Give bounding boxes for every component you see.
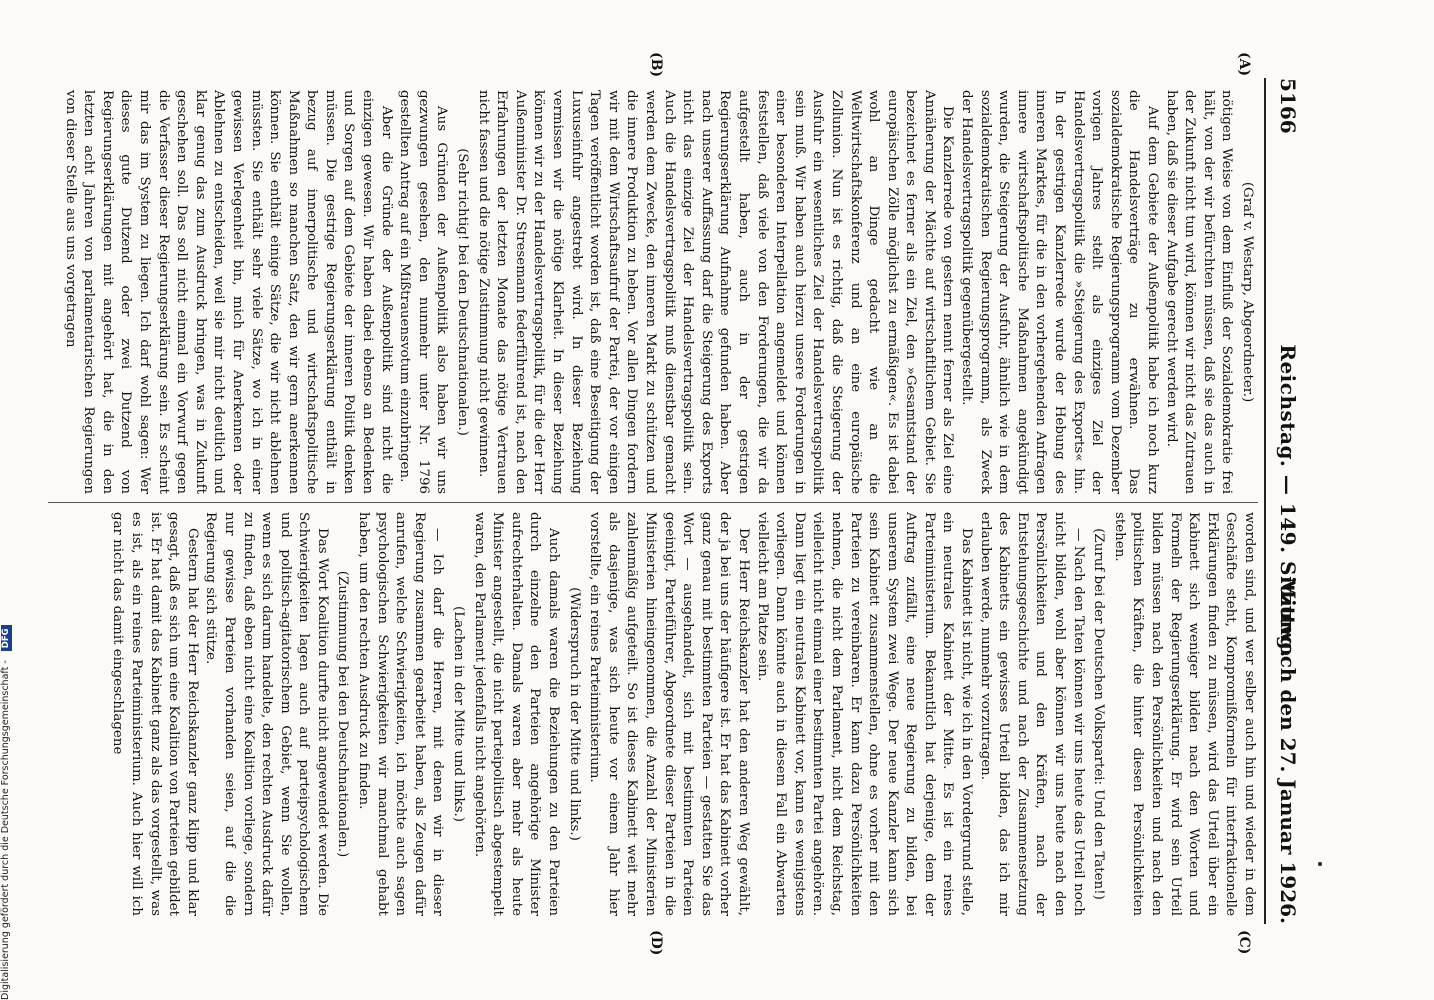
paragraph: Der Herr Reichskanzler hat den anderen Weg gewählt, der ja bei uns der häufigere ist. Er hat das Kabinett vorher ganz genau mit bestimmten Parteien — gestatten Sie das Wort — ausgehandelt, sich mit bestimmten Parteien geeinigt, Parteiführer, Abgeordnete dieser Parteien in die Ministerien hineingenommen, die Anzahl der Ministerien zahlenmäßig aufgeteilt. So ist dieses Kabinett weit mehr als dasjenige, was sich heute vor einem Jahr hier vorstellte, ein reines Parteiministerium. [587, 512, 751, 916]
interjection: (Zustimmung bei den Deutschnationalen.) [335, 570, 351, 858]
text-column-left [58, 90, 1258, 494]
paragraph: worden sind, und wer selber auch hin und wieder in dem Geschäfte steht, Kompromißformeln für interfraktionelle Erklärungen finden zu müssen, wird das Urteil über ein Kabinett sich weniger bilden nach den Worten und Formeln der Regierungserklärung. Er wird sein Urteil bilden müssen nach den Persönlichkeiten und nach den politischen Kräften, die hinter diesen Persönlichkeiten stehen. [1111, 512, 1257, 916]
dfg-logo-icon: DFG [1, 625, 12, 651]
margin-mark-c: (C) [1236, 930, 1252, 955]
margin-mark-b: (B) [648, 52, 664, 78]
page-number: 5166 [1276, 78, 1300, 134]
speaker-line: (Graf v. Westarp, Abgeordneter.) [1240, 181, 1255, 403]
paragraph: Das Wort Koalition durfte nicht angewendet werden. Die Schwierigkeiten lagen auch auf parteipsychologischem und politisch-agitatorischem Gebiet, wenn Sie wollen, wenn es sich darum handelte, den rechten Ausdruck dafür zu finden, daß eben nicht eine Koalition vorliege, sondern nur gewisse Parteien vorhanden seien, auf die die Regierung sich stütze. [203, 512, 330, 916]
paragraph: Die Kanzlerrede von gestern nennt ferner als Ziel eine Annäherung der Mächte auf wirtschaftlichem Gebiet. Sie bezeichnet es ferner als ein Ziel, den »Gesamtstand der europäischen Zölle möglichst zu ermäßigen«. Es ist dabei wohl an Dinge gedacht wie an die Weltwirtschaftskonferenz und an eine europäische Zollunion. Nun ist es richtig, daß die Steigerung der Ausfuhr ein wesentliches Ziel der Handelsvertragspolitik sein muß. Wir haben auch hierzu unsere Forderungen in einer besonderen Interpellation angemeldet und können feststellen, daß viele von den Forderungen, die wir da aufgestellt haben, auch in der gestrigen Regierungserklärung Aufnahme gefunden haben. Aber nach unserer Auffassung darf die Steigerung des Exports nicht das einzige Ziel der Handelsvertragspolitik sein. Auch die Handelsvertragspolitik muß dienstbar gemacht werden dem Zwecke, den inneren Markt zu schützen und die innere Produktion zu heben. Vor allen Dingen fordern wir mit dem Wirtschaftsaufruf der Partei, der vor einigen Tagen veröffentlicht worden ist, daß eine Beseitigung der Luxuseinfuhr angestrebt wird. In dieser Beziehung vermissen wir die nötige Klarheit. In dieser Beziehung können wir zu der Handelsvertragspolitik, für die der Herr Außenminister Dr. Stresemann federführend ist, nach den Erfahrungen der letzten Monate das nötige Vertrauen nicht fassen und die nötige Zustimmung nicht gewinnen. [475, 90, 956, 494]
interjection: (Sehr richtig! bei den Deutschnationalen.) [455, 148, 471, 436]
paragraph: Aus Gründen der Außenpolitik also haben wir uns gezwungen gesehen, den nunmehr unter Nr. 1796 gestellten Antrag auf ein Mißtrauensvotum einzubringen. [397, 90, 450, 494]
paragraph: — Ich darf die Herren, mit denen wir in dieser Regierung zusammen gearbeitet haben, als Zeugen dafür anrufen, welche Schwierigkeiten, ich möchte auch sagen psychologischen Schwierigkeiten wir manchmal gehabt haben, um den rechten Ausdruck zu finden. [356, 512, 446, 916]
paragraph: Auch damals waren die Beziehungen zu den Parteien durch einzelne den Parteien angehörige Minister aufrechterhalten. Damals waren aber mehr als heute Minister angestellt, die nicht parteipolitisch abgestempelt waren, den Parlament jedenfalls nicht angehörten. [471, 512, 562, 916]
margin-mark-d: (D) [648, 930, 664, 956]
text-column-right [58, 512, 1258, 916]
column-divider [48, 502, 1258, 503]
paragraph: Das Kabinett ist nicht, wie ich in den Vordergrund stelle, ein neutrales Kabinett der Mitte. Es ist ein reines Parteiministerium. Bekanntlich hat derjenige, dem der Auftrag zufällt, eine neue Regierung zu bilden, bei unserem System zwei Wege. Der neue Kanzler kann sich sein Kabinett zusammenstellen, ohne es vorher mit den Parteien zu vereinbaren. Er kann dazu Persönlichkeiten nehmen, die nicht dem Parlament, nicht dem Reichstag, vielleicht nicht einmal einer bestimmten Partei angehören. Dann liegt ein neutrales Kabinett vor, kann es wenigstens vorliegen. Dann könnte auch in diesem Fall ein Abwarten vielleicht am Platze sein. [754, 512, 975, 916]
page-date: Mittwoch den 27. Januar 1926. [1276, 576, 1300, 924]
paragraph: — Nach den Taten können wir uns heute das Urteil noch nicht bilden, wohl aber können wir uns heute nach den Persönlichkeiten und den Kräften, nach der Entstehungsgeschichte und nach der Zusammensetzung des Kabinetts ein gewisses Urteil bilden, das ich mir erlauben werde, nunmehr vorzutragen. [977, 512, 1086, 916]
page-header [1270, 78, 1306, 924]
interjection: (Lachen in der Mitte und links.) [451, 605, 467, 822]
paragraph: Auf dem Gebiete der Außenpolitik habe ich noch kurz die Handelsverträge zu erwähnen. Das sozialdemokratische Regierungsprogramm vom Dezember vorigen Jahres stellt als einziges Ziel der Handelsvertragspolitik die »Steigerung des Exports« hin. In der gestrigen Kanzlerrede wurde der Hebung des inneren Marktes, für die in den vorhergehenden Anfragen innere wirtschaftspolitische Maßnahmen angekündigt wurden, die Steigerung der Ausfuhr, ähnlich wie in dem sozialdemokratischen Regierungsprogramm, als Zweck der Handelsvertragspolitik gegenübergestellt. [959, 90, 1161, 494]
interjection: (Zuruf bei der Deutschen Volkspartei: Und den Taten!) [1091, 528, 1107, 900]
paragraph: Aber die Gründe der Außenpolitik sind nicht die einzigen gewesen. Wir haben dabei ebenso an Bedenken und Sorgen auf dem Gebiete der inneren Politik denken müssen. Die gestrige Regierungserklärung enthält in bezug auf innerpolitische und wirtschaftspolitische Maßnahmen so manchen Satz, den wir gern anerkennen können. Sie enthält einige Sätze, die wir nicht ablehnen müssten. Sie enthält sehr viele Sätze, wo ich in einer gewissen Verlegenheit bin, mich für Anerkennen oder Ablehnen zu entscheiden, weil sie mir nicht deutlich und klar genug das zum Ausdruck bringen, was in Zukunft geschehen soll. Das soll nicht einmal ein Vorwurf gegen die Verfasser dieser Regierungserklärung sein. Es scheint mir das im System zu liegen. Ich darf wohl sagen: Wer dieses gute Dutzend oder zwei Dutzend von Regierungserklärungen mit angehört hat, die in den letzten acht Jahren von parlamentarischen Regierungen von dieser Stelle aus uns vorgetragen [62, 90, 394, 494]
paragraph: Gestern hat der Herr Reichskanzler ganz klipp und klar gesagt, daß es sich um eine Koalition von Parteien gebildet ist. Er hat damit das Kabinett ganz als das vorgestellt, was es ist, als ein reines Parteiministerium. Auch hier will ich gar nicht das damit eingeschlagene [110, 512, 200, 916]
credit-text: Digitalisierung gefördert durch die Deutsche Forschungsgemeinschaft - [0, 660, 11, 1000]
digitization-credit [0, 0, 14, 1000]
interjection: (Widerspruch in der Mitte und links.) [566, 587, 582, 841]
margin-mark-a: (A) [1236, 52, 1252, 77]
print-speck [1318, 862, 1322, 866]
header-divider [1264, 78, 1266, 924]
page-title: Reichstag. — 149. Sitzung. [1276, 344, 1300, 658]
paragraph: nötigen Weise von dem Einfluß der Sozialdemokratie frei hält, von der wir befürchten müssen, daß sie das auch in der Zukunft nicht tun wird, können wir nicht das Zutrauen haben, daß sie dieser Aufgabe gerecht werden wird. [1163, 90, 1235, 494]
